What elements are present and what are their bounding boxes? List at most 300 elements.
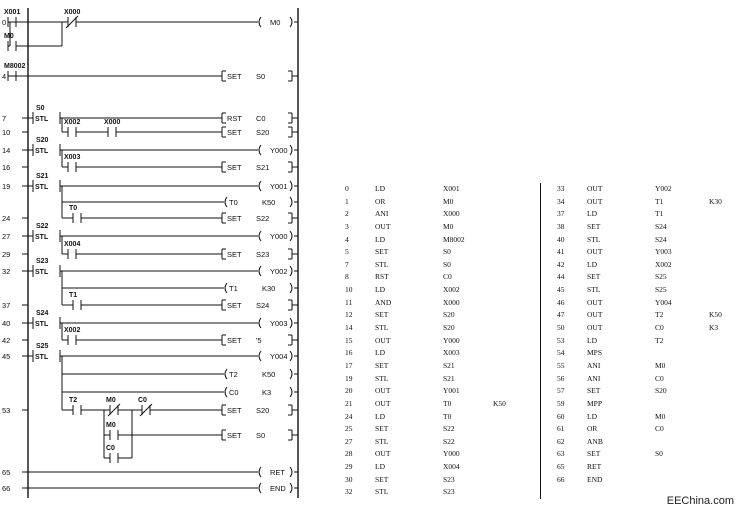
instruction-step: 20	[345, 386, 353, 396]
instruction-step: 1	[345, 196, 349, 206]
instruction-dev: X000	[443, 209, 460, 219]
instruction-step: 37	[557, 209, 565, 219]
coil-device: END	[270, 484, 286, 493]
instruction-step: 11	[345, 297, 353, 307]
coil-paren	[259, 351, 261, 361]
contact-label: X001	[4, 9, 21, 16]
instruction-row	[557, 461, 737, 474]
instruction-dev: M0	[655, 411, 666, 421]
instruction-dev: T0	[443, 411, 452, 421]
instruction-row	[345, 335, 535, 348]
instruction-op: STL	[375, 323, 389, 333]
coil-instruction: SET	[227, 406, 242, 415]
instruction-dev: C0	[655, 323, 664, 333]
instruction-row	[557, 398, 737, 411]
coil-paren	[290, 318, 292, 328]
coil-instruction: SET	[227, 214, 242, 223]
instruction-dev: M0	[443, 221, 454, 231]
coil-device: Y003	[270, 319, 288, 328]
instruction-row	[557, 309, 737, 322]
instruction-dev: Y003	[655, 247, 672, 257]
coil-device: S23	[256, 250, 270, 259]
stl-text: STL	[35, 269, 49, 276]
instruction-dev: Y002	[655, 184, 672, 193]
instruction-step: 54	[557, 348, 565, 358]
instruction-row	[345, 297, 535, 310]
instruction-dev: T0	[443, 398, 452, 408]
instruction-row	[345, 208, 535, 221]
instruction-op: OUT	[587, 196, 603, 206]
instruction-step: 4	[345, 234, 349, 244]
instruction-row	[557, 411, 737, 424]
instruction-row	[345, 284, 535, 297]
instruction-list-divider	[540, 183, 541, 499]
instruction-dev: Y000	[443, 449, 460, 459]
coil-device: M0	[270, 18, 281, 27]
stl-text: STL	[35, 148, 49, 155]
instruction-op: SET	[375, 424, 389, 434]
instruction-row	[345, 183, 535, 196]
stl-step-label: S20	[36, 137, 49, 144]
instruction-step: 2	[345, 209, 349, 219]
coil-device: T1	[229, 284, 238, 293]
step-number: 45	[2, 352, 11, 361]
instruction-row	[345, 196, 535, 209]
coil-instruction: SET	[227, 72, 242, 81]
instruction-op: STL	[375, 373, 389, 383]
instruction-row	[557, 271, 737, 284]
contact-label: C0	[138, 397, 147, 404]
coil-instruction: SET	[227, 301, 242, 310]
contact-label: C0	[106, 445, 115, 452]
instruction-dev: S25	[655, 285, 667, 295]
instruction-row	[345, 474, 535, 487]
instruction-op: SET	[375, 360, 389, 370]
instruction-row	[557, 322, 737, 335]
contact-label: M8002	[4, 63, 26, 70]
instruction-op: OUT	[375, 221, 391, 231]
coil-paren	[259, 181, 261, 191]
instruction-dev: Y004	[655, 297, 672, 307]
stl-text: STL	[35, 354, 49, 361]
step-number: 14	[2, 146, 11, 155]
instruction-op: ANB	[587, 436, 603, 446]
instruction-op: LD	[587, 411, 597, 421]
instruction-op: STL	[375, 259, 389, 269]
coil-paren	[225, 283, 227, 293]
coil-device: T2	[229, 370, 238, 379]
instruction-step: 5	[345, 247, 349, 257]
instruction-dev: S22	[443, 424, 455, 434]
instruction-op: RET	[587, 462, 602, 472]
coil-device: Y000	[270, 232, 288, 241]
step-number: 40	[2, 319, 11, 328]
instruction-dev: C0	[655, 424, 664, 434]
instruction-step: 38	[557, 221, 565, 231]
instruction-dev: S24	[655, 234, 667, 244]
instruction-op: LD	[375, 285, 385, 295]
instruction-step: 3	[345, 221, 349, 231]
instruction-step: 56	[557, 373, 565, 383]
instruction-op: LD	[375, 234, 385, 244]
instruction-op: RST	[375, 272, 389, 282]
coil-device: S0	[256, 72, 266, 81]
coil-paren	[225, 369, 227, 379]
contact-label: T0	[69, 205, 78, 212]
step-number: 37	[2, 301, 11, 310]
step-number: 7	[2, 114, 7, 123]
coil-device: RET	[270, 468, 285, 477]
coil-setting: K30	[262, 284, 276, 293]
instruction-op: OUT	[587, 297, 603, 307]
instruction-step: 42	[557, 259, 565, 269]
instruction-row	[557, 448, 737, 461]
instruction-row	[557, 246, 737, 259]
coil-paren	[290, 145, 292, 155]
coil-device: C0	[229, 388, 239, 397]
instruction-step: 27	[345, 436, 353, 446]
instruction-op: LD	[587, 259, 597, 269]
instruction-row	[557, 360, 737, 373]
stl-step-label: S21	[36, 173, 49, 180]
contact-label: X000	[104, 119, 121, 126]
contact-label: X002	[64, 327, 81, 334]
instruction-dev: T2	[655, 335, 664, 345]
instruction-step: 0	[345, 184, 349, 193]
coil-device: Y001	[270, 182, 288, 191]
coil-paren	[290, 197, 292, 207]
instruction-op: SET	[587, 221, 601, 231]
ladder-rungs	[2, 9, 298, 493]
instruction-op: OUT	[587, 247, 603, 257]
instruction-row	[557, 259, 737, 272]
coil-device: '5	[256, 336, 262, 345]
instruction-dev: X002	[655, 259, 672, 269]
stl-step-label: S0	[36, 105, 45, 112]
instruction-step: 61	[557, 424, 565, 434]
coil-device: S22	[256, 214, 270, 223]
instruction-row	[345, 259, 535, 272]
instruction-step: 33	[557, 184, 565, 193]
instruction-dev: Y001	[443, 386, 460, 396]
instruction-op: SET	[587, 272, 601, 282]
instruction-row	[557, 196, 737, 209]
instruction-step: 24	[345, 411, 353, 421]
step-number: 42	[2, 336, 11, 345]
instruction-op: OUT	[375, 449, 391, 459]
instruction-step: 10	[345, 285, 353, 295]
coil-instruction: SET	[227, 163, 242, 172]
step-number: 19	[2, 182, 11, 191]
coil-instruction: SET	[227, 336, 242, 345]
coil-paren	[290, 181, 292, 191]
contact-label: M0	[4, 33, 14, 40]
instruction-op: OUT	[587, 184, 603, 193]
instruction-op: OUT	[587, 323, 603, 333]
coil-device: Y002	[270, 267, 288, 276]
instruction-dev: T1	[655, 209, 664, 219]
instruction-op: AND	[375, 297, 392, 307]
instruction-step: 60	[557, 411, 565, 421]
instruction-row	[557, 284, 737, 297]
instruction-step: 44	[557, 272, 565, 282]
instruction-row	[345, 322, 535, 335]
coil-instruction: SET	[227, 128, 242, 137]
coil-paren	[259, 266, 261, 276]
instruction-row	[557, 183, 737, 196]
coil-device: Y004	[270, 352, 288, 361]
instruction-op: LD	[587, 335, 597, 345]
instruction-row	[557, 234, 737, 247]
coil-device: Y000	[270, 146, 288, 155]
instruction-dev: C0	[655, 373, 664, 383]
step-number: 0	[2, 18, 7, 27]
instruction-step: 29	[345, 462, 353, 472]
coil-device: S20	[256, 128, 270, 137]
stl-step-label: S23	[36, 258, 49, 265]
instruction-op: STL	[587, 234, 601, 244]
coil-paren	[259, 318, 261, 328]
instruction-op: LD	[375, 348, 385, 358]
instruction-op: OR	[375, 196, 386, 206]
instruction-row	[345, 221, 535, 234]
coil-device: S0	[256, 431, 266, 440]
instruction-dev: X003	[443, 348, 460, 358]
instruction-op: ANI	[587, 373, 601, 383]
instruction-step: 46	[557, 297, 565, 307]
instruction-op: STL	[587, 285, 601, 295]
instruction-step: 41	[557, 247, 565, 257]
coil-device: S24	[256, 301, 270, 310]
contact-label: T1	[69, 292, 78, 299]
step-number: 27	[2, 232, 11, 241]
coil-paren	[290, 467, 292, 477]
instruction-step: 55	[557, 360, 565, 370]
coil-paren	[290, 231, 292, 241]
instruction-step: 15	[345, 335, 353, 345]
instruction-step: 57	[557, 386, 565, 396]
instruction-row	[557, 297, 737, 310]
coil-paren	[225, 197, 227, 207]
instruction-row	[557, 423, 737, 436]
step-number: 32	[2, 267, 11, 276]
instruction-op: LD	[375, 462, 385, 472]
instruction-row	[557, 221, 737, 234]
contact-label: X004	[64, 241, 81, 248]
stl-text: STL	[35, 184, 49, 191]
instruction-op: OUT	[587, 310, 603, 320]
step-number: 10	[2, 128, 11, 137]
instruction-op: MPP	[587, 398, 603, 408]
instruction-dev: S20	[443, 310, 455, 320]
instruction-row	[345, 373, 535, 386]
instruction-op: OUT	[375, 386, 391, 396]
coil-device: S20	[256, 406, 270, 415]
coil-paren	[290, 387, 292, 397]
instruction-op: LD	[375, 411, 385, 421]
instruction-dev: M8002	[443, 234, 465, 244]
instruction-step: 50	[557, 323, 565, 333]
instruction-dev: X002	[443, 285, 460, 295]
instruction-op: ANI	[587, 360, 601, 370]
coil-paren	[259, 17, 261, 27]
instruction-dev: T1	[655, 196, 664, 206]
stl-step-label: S24	[36, 310, 49, 317]
instruction-row	[345, 246, 535, 259]
instruction-dev: S20	[443, 323, 455, 333]
instruction-op: SET	[375, 310, 389, 320]
coil-instruction: SET	[227, 250, 242, 259]
coil-paren	[290, 283, 292, 293]
instruction-row	[345, 461, 535, 474]
instruction-step: 62	[557, 436, 565, 446]
contact-label: T2	[69, 397, 78, 404]
instruction-step: 19	[345, 373, 353, 383]
instruction-step: 53	[557, 335, 565, 345]
coil-setting: K50	[262, 198, 276, 207]
instruction-step: 32	[345, 487, 353, 497]
instruction-op: SET	[587, 449, 601, 459]
contact-label: M0	[106, 422, 116, 429]
instruction-step: 30	[345, 474, 353, 484]
instruction-op: SET	[375, 474, 389, 484]
coil-instruction: RST	[227, 114, 242, 123]
instruction-op: OR	[587, 424, 598, 434]
contact-label: X002	[64, 119, 81, 126]
instruction-row	[345, 448, 535, 461]
instruction-row	[345, 423, 535, 436]
instruction-op: ANI	[375, 209, 389, 219]
coil-device: C0	[256, 114, 266, 123]
instruction-dev: Y000	[443, 335, 460, 345]
instruction-row	[557, 385, 737, 398]
instruction-step: 8	[345, 272, 349, 282]
step-number: 24	[2, 214, 11, 223]
instruction-row	[345, 347, 535, 360]
instruction-arg: K3	[709, 323, 719, 333]
instruction-op: OUT	[375, 398, 391, 408]
instruction-step: 66	[557, 474, 565, 484]
contact-label: M0	[106, 397, 116, 404]
instruction-step: 12	[345, 310, 353, 320]
step-number: 65	[2, 468, 11, 477]
stl-text: STL	[35, 234, 49, 241]
instruction-op: LD	[375, 184, 385, 193]
coil-paren	[259, 467, 261, 477]
coil-paren	[290, 17, 292, 27]
instruction-row	[345, 398, 535, 411]
instruction-step: 40	[557, 234, 565, 244]
instruction-op: END	[587, 474, 603, 484]
instruction-list-left	[345, 183, 535, 499]
coil-paren	[259, 231, 261, 241]
instruction-dev: T2	[655, 310, 664, 320]
instruction-row	[345, 411, 535, 424]
instruction-step: 17	[345, 360, 353, 370]
step-number: 66	[2, 484, 11, 493]
coil-device: T0	[229, 198, 238, 207]
coil-instruction: SET	[227, 431, 242, 440]
instruction-row	[557, 436, 737, 449]
coil-paren	[259, 145, 261, 155]
step-number: 29	[2, 250, 11, 259]
instruction-step: 21	[345, 398, 353, 408]
stl-text: STL	[35, 321, 49, 328]
instruction-step: 65	[557, 462, 565, 472]
instruction-dev: S0	[443, 259, 451, 269]
coil-setting: K50	[262, 370, 276, 379]
coil-paren	[290, 369, 292, 379]
instruction-dev: M0	[655, 360, 666, 370]
instruction-row	[345, 486, 535, 499]
coil-paren	[259, 483, 261, 493]
stl-step-label: S22	[36, 223, 49, 230]
instruction-dev: S21	[443, 360, 455, 370]
instruction-step: 28	[345, 449, 353, 459]
instruction-dev: S23	[443, 474, 455, 484]
instruction-row	[345, 436, 535, 449]
instruction-step: 45	[557, 285, 565, 295]
instruction-step: 25	[345, 424, 353, 434]
instruction-row	[345, 309, 535, 322]
instruction-dev: S21	[443, 373, 455, 383]
instruction-step: 34	[557, 196, 565, 206]
instruction-row	[345, 360, 535, 373]
instruction-dev: S23	[443, 487, 455, 497]
instruction-row	[557, 373, 737, 386]
instruction-op: MPS	[587, 348, 603, 358]
contact-label: X003	[64, 154, 81, 161]
instruction-list-right	[557, 183, 737, 486]
instruction-dev: X001	[443, 184, 460, 193]
instruction-dev: S0	[443, 247, 451, 257]
instruction-row	[345, 385, 535, 398]
instruction-step: 63	[557, 449, 565, 459]
coil-paren	[290, 266, 292, 276]
instruction-dev: X004	[443, 462, 460, 472]
instruction-step: 59	[557, 398, 565, 408]
coil-paren	[290, 351, 292, 361]
contact-label: X000	[64, 9, 81, 16]
instruction-op: OUT	[375, 335, 391, 345]
instruction-step: 16	[345, 348, 353, 358]
instruction-row	[557, 474, 737, 487]
instruction-op: STL	[375, 436, 389, 446]
instruction-op: SET	[587, 386, 601, 396]
instruction-dev: C0	[443, 272, 452, 282]
instruction-step: 14	[345, 323, 353, 333]
instruction-dev: X000	[443, 297, 460, 307]
instruction-step: 7	[345, 259, 349, 269]
instruction-op: LD	[587, 209, 597, 219]
instruction-row	[557, 208, 737, 221]
coil-setting: K3	[262, 388, 272, 397]
instruction-arg: K50	[709, 310, 722, 320]
instruction-dev: S22	[443, 436, 455, 446]
instruction-row	[557, 347, 737, 360]
instruction-dev: S0	[655, 449, 663, 459]
instruction-dev: S25	[655, 272, 667, 282]
instruction-op: SET	[375, 247, 389, 257]
instruction-dev: S20	[655, 386, 667, 396]
stl-text: STL	[35, 116, 49, 123]
instruction-arg: K30	[709, 196, 722, 206]
stl-step-label: S25	[36, 343, 49, 350]
step-number: 4	[2, 72, 7, 81]
watermark: EEChina.com	[666, 495, 734, 507]
coil-paren	[290, 483, 292, 493]
instruction-op: STL	[375, 487, 389, 497]
